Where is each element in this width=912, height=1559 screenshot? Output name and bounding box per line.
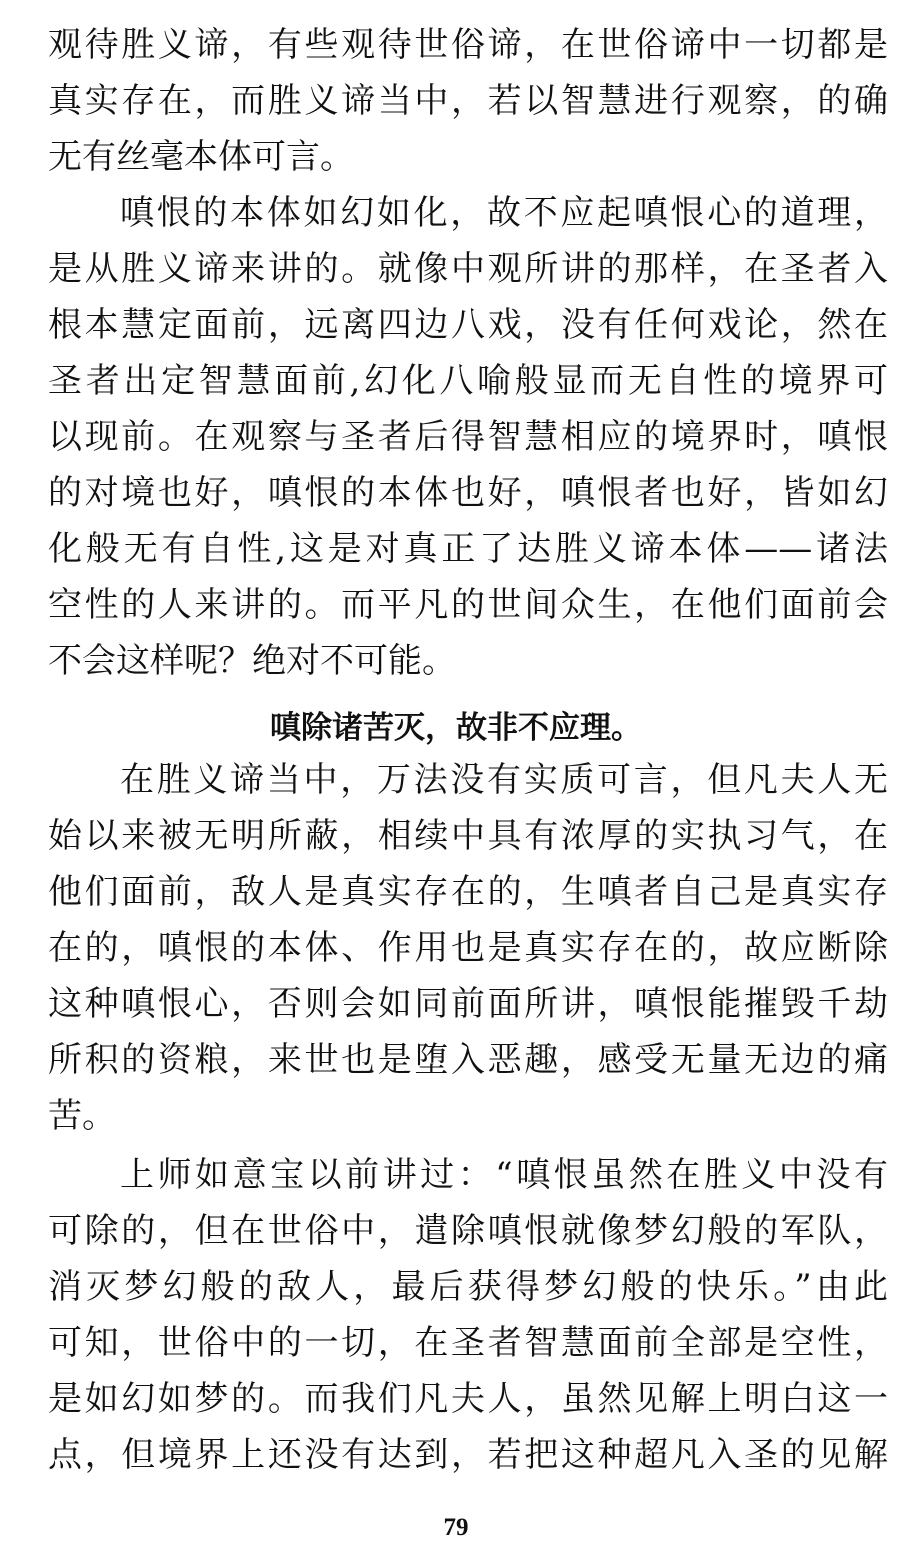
paragraph-2-line-9: 不会这样呢？绝对不可能。 bbox=[48, 641, 456, 681]
paragraph-2-line-8: 空性的人来讲的。而平凡的世间众生，在他们面前会 bbox=[48, 585, 888, 625]
paragraph-2-line-6: 的对境也好，嗔恨的本体也好，嗔恨者也好，皆如幻 bbox=[48, 473, 888, 513]
paragraph-2-line-1: 嗔恨的本体如幻如化，故不应起嗔恨心的道理， bbox=[120, 193, 888, 233]
paragraph-3-line-1: 在胜义谛当中，万法没有实质可言，但凡夫人无 bbox=[120, 760, 888, 800]
paragraph-3-line-3: 他们面前，敌人是真实存在的，生嗔者自己是真实存 bbox=[48, 872, 888, 912]
paragraph-2-line-2: 是从胜义谛来讲的。就像中观所讲的那样，在圣者入 bbox=[48, 249, 888, 289]
paragraph-3-line-6: 所积的资粮，来世也是堕入恶趣，感受无量无边的痛 bbox=[48, 1040, 888, 1080]
paragraph-1-line-2: 真实存在，而胜义谛当中，若以智慧进行观察，的确 bbox=[48, 81, 888, 121]
paragraph-3-line-5: 这种嗔恨心，否则会如同前面所讲，嗔恨能摧毁千劫 bbox=[48, 984, 888, 1024]
paragraph-3-line-7: 苦。 bbox=[48, 1096, 116, 1136]
verse-heading: 嗔除诸苦灭，故非不应理。 bbox=[270, 710, 642, 746]
paragraph-4-line-1: 上师如意宝以前讲过：“嗔恨虽然在胜义中没有 bbox=[120, 1155, 888, 1195]
paragraph-2-line-4: 圣者出定智慧面前,幻化八喻般显而无自性的境界可 bbox=[48, 361, 888, 401]
paragraph-4-line-5: 是如幻如梦的。而我们凡夫人，虽然见解上明白这一 bbox=[48, 1379, 888, 1419]
paragraph-4-line-4: 可知，世俗中的一切，在圣者智慧面前全部是空性， bbox=[48, 1323, 888, 1363]
paragraph-2-line-5: 以现前。在观察与圣者后得智慧相应的境界时，嗔恨 bbox=[48, 417, 888, 457]
page-number: 79 bbox=[443, 1514, 469, 1541]
paragraph-1-line-3: 无有丝毫本体可言。 bbox=[48, 137, 354, 177]
paragraph-3-line-2: 始以来被无明所蔽，相续中具有浓厚的实执习气，在 bbox=[48, 816, 888, 856]
paragraph-4-line-2: 可除的，但在世俗中，遣除嗔恨就像梦幻般的军队， bbox=[48, 1211, 888, 1251]
paragraph-3-line-4: 在的，嗔恨的本体、作用也是真实存在的，故应断除 bbox=[48, 928, 888, 968]
paragraph-4-line-6: 点，但境界上还没有达到，若把这种超凡入圣的见解 bbox=[48, 1435, 888, 1475]
paragraph-2-line-7: 化般无有自性,这是对真正了达胜义谛本体——诸法 bbox=[48, 529, 888, 569]
paragraph-4-line-3: 消灭梦幻般的敌人，最后获得梦幻般的快乐。”由此 bbox=[48, 1267, 888, 1307]
paragraph-1-line-1: 观待胜义谛，有些观待世俗谛，在世俗谛中一切都是 bbox=[48, 25, 888, 65]
paragraph-2-line-3: 根本慧定面前，远离四边八戏，没有任何戏论，然在 bbox=[48, 305, 888, 345]
